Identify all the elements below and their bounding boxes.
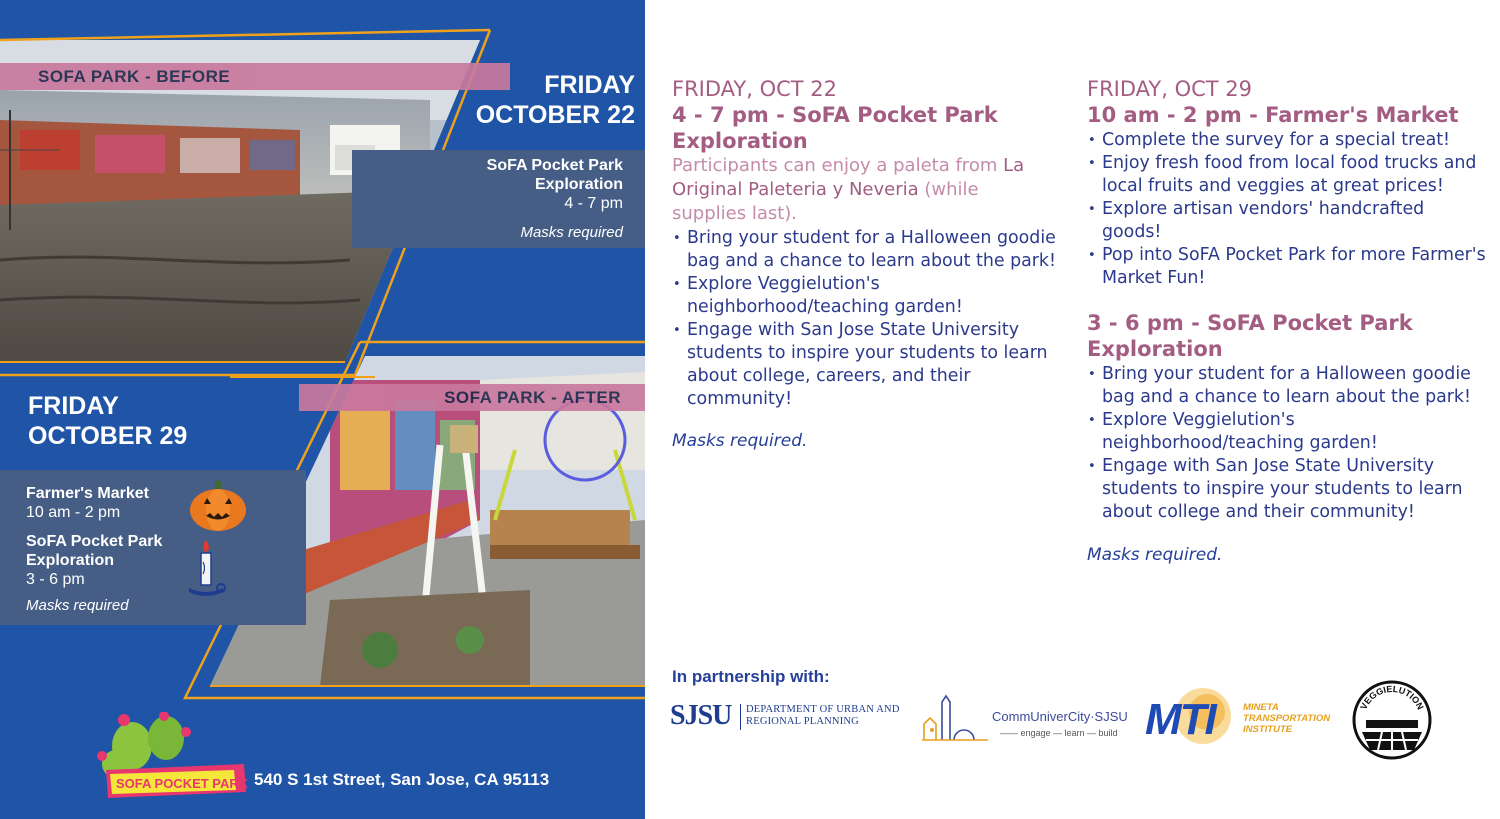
oct29-bullet-list bbox=[1087, 129, 1487, 290]
oct29-bullet-text: Complete the survey for a special treat! bbox=[1102, 130, 1451, 150]
oct22-intro-after: (while supplies last). bbox=[672, 179, 979, 224]
oct29-title2-line2: Exploration bbox=[1087, 337, 1223, 361]
oct29-detail-date: FRIDAY, OCT 29 bbox=[1087, 77, 1252, 101]
city-skyline-icon bbox=[920, 690, 990, 746]
veggielution-name: VEGGIELUTION bbox=[1358, 683, 1426, 712]
mti-line3: INSTITUTE bbox=[1243, 724, 1293, 735]
oct22-bullet-text: Engage with San Jose State University students to inspire your students to learn about college, careers, and their community! bbox=[687, 320, 1048, 409]
oct29-info-box bbox=[0, 470, 306, 625]
oct22-masks: Masks required bbox=[520, 224, 623, 241]
communivercity-logo bbox=[920, 690, 1135, 746]
oct29-heading-line2: OCTOBER 29 bbox=[28, 422, 188, 450]
oct29-bullet2-text: Bring your student for a Halloween goodie bag and a chance to learn about the park! bbox=[1102, 364, 1471, 407]
oct29-bullet2-text: Engage with San Jose State University students to inspire your students to learn about college and their community! bbox=[1102, 456, 1463, 522]
list-item: • Bring your student for a Halloween goodie bag and a chance to learn about the park! bbox=[673, 228, 1056, 271]
oct22-bullet-text: Bring your student for a Halloween goodie bag and a chance to learn about the park! bbox=[687, 228, 1056, 271]
list-item: • Complete the survey for a special treat! bbox=[1088, 130, 1451, 150]
oct29-event1-name: Farmer's Market bbox=[26, 485, 149, 502]
oct22-heading bbox=[476, 70, 635, 130]
list-item: • Explore Veggielution's neighborhood/teaching garden! bbox=[1088, 410, 1378, 453]
oct29-bullet-text: Pop into SoFA Pocket Park for more Farmer's Market Fun! bbox=[1102, 245, 1486, 288]
sjsu-divider bbox=[740, 704, 741, 730]
partnership-label: In partnership with: bbox=[672, 667, 830, 686]
oct29-bullet-text: Enjoy fresh food from local food trucks and local fruits and veggies at great prices! bbox=[1102, 153, 1477, 196]
oct29-title2-line1: 3 - 6 pm - SoFA Pocket Park bbox=[1087, 311, 1413, 335]
communivercity-name: CommUniverCity·SJSU bbox=[992, 709, 1128, 724]
list-item: • Bring your student for a Halloween goodie bag and a chance to learn about the park! bbox=[1088, 364, 1471, 407]
communivercity-tagline: —— engage — learn — build bbox=[1000, 728, 1118, 738]
oct29-masks: Masks required bbox=[26, 597, 129, 614]
sjsu-logo bbox=[670, 700, 902, 734]
address: 540 S 1st Street, San Jose, CA 95113 bbox=[254, 770, 550, 789]
oct29-section2 bbox=[1087, 310, 1487, 524]
oct22-intro-before: Participants can enjoy a paleta from bbox=[672, 155, 998, 176]
list-item: • Explore Veggielution's neighborhood/teaching garden! bbox=[673, 274, 963, 317]
oct29-heading-line1: FRIDAY bbox=[28, 392, 119, 420]
oct22-bullet-text: Explore Veggielution's neighborhood/teaching garden! bbox=[687, 274, 963, 317]
mti-letters: MTI bbox=[1145, 695, 1215, 744]
sjsu-mark: SJSU bbox=[670, 700, 732, 731]
oct22-heading-line2: OCTOBER 22 bbox=[475, 101, 635, 129]
oct29-detail-title: 10 am - 2 pm - Farmer's Market bbox=[1087, 103, 1459, 127]
after-label: SOFA PARK - AFTER bbox=[299, 384, 645, 411]
mti-line2: TRANSPORTATION bbox=[1243, 713, 1331, 724]
logo-text: SOFA POCKET PARK bbox=[116, 776, 249, 791]
list-item: • Explore artisan vendors' handcrafted goods! bbox=[1088, 199, 1425, 242]
oct29-event2-line2: Exploration bbox=[26, 552, 115, 569]
oct29-bullet2-text: Explore Veggielution's neighborhood/teaching garden! bbox=[1102, 410, 1378, 453]
oct22-detail-title-line1: 4 - 7 pm - SoFA Pocket Park bbox=[672, 103, 998, 127]
list-item: • Engage with San Jose State University students to inspire your students to learn about college, careers, and their community! bbox=[673, 320, 1048, 409]
oct22-intro-vendor: La Original Paleteria y Neveria bbox=[672, 155, 1025, 200]
oct22-event-line2: Exploration bbox=[534, 176, 623, 193]
oct22-detail-date: FRIDAY, OCT 22 bbox=[672, 77, 837, 101]
oct22-detail-title-line2: Exploration bbox=[672, 129, 808, 153]
oct22-detail-column bbox=[672, 76, 1058, 453]
oct22-intro bbox=[672, 154, 1058, 226]
list-item: • Engage with San Jose State University students to inspire your students to learn about college and their community! bbox=[1088, 456, 1463, 522]
oct29-event1-time: 10 am - 2 pm bbox=[26, 504, 121, 521]
oct22-masks-required: Masks required. bbox=[672, 431, 808, 451]
sjsu-dept bbox=[746, 704, 900, 728]
oct29-heading bbox=[28, 391, 187, 451]
candle-icon bbox=[185, 538, 227, 598]
oct29-bullet-text: Explore artisan vendors' handcrafted goods! bbox=[1102, 199, 1425, 242]
pumpkin-icon bbox=[188, 480, 248, 532]
oct22-event-line1: SoFA Pocket Park bbox=[486, 157, 623, 174]
list-item: • Pop into SoFA Pocket Park for more Farmer's Market Fun! bbox=[1088, 245, 1486, 288]
oct29-detail-column bbox=[1087, 76, 1487, 567]
oct29-event2-time: 3 - 6 pm bbox=[26, 571, 85, 588]
oct29-masks-required: Masks required. bbox=[1087, 545, 1223, 565]
mti-line1: MINETA bbox=[1243, 702, 1279, 713]
oct29-event2-line1: SoFA Pocket Park bbox=[26, 533, 163, 550]
before-label: SOFA PARK - BEFORE bbox=[0, 63, 510, 90]
oct22-bullet-list bbox=[672, 227, 1058, 411]
mti-name bbox=[1243, 702, 1330, 735]
mti-logo bbox=[1143, 686, 1343, 754]
sjsu-dept-line2: REGIONAL PLANNING bbox=[746, 716, 859, 727]
sjsu-dept-line1: DEPARTMENT OF URBAN AND bbox=[746, 704, 900, 715]
oct22-heading-line1: FRIDAY bbox=[544, 71, 635, 99]
veggielution-logo bbox=[1352, 680, 1432, 760]
left-panel bbox=[0, 0, 645, 819]
oct29-bullet-list-2 bbox=[1087, 363, 1487, 524]
oct22-time: 4 - 7 pm bbox=[564, 195, 623, 212]
list-item: • Enjoy fresh food from local food trucks and local fruits and veggies at great prices! bbox=[1088, 153, 1477, 196]
sofa-pocket-park-logo bbox=[94, 712, 250, 804]
oct22-info-box bbox=[352, 150, 645, 248]
